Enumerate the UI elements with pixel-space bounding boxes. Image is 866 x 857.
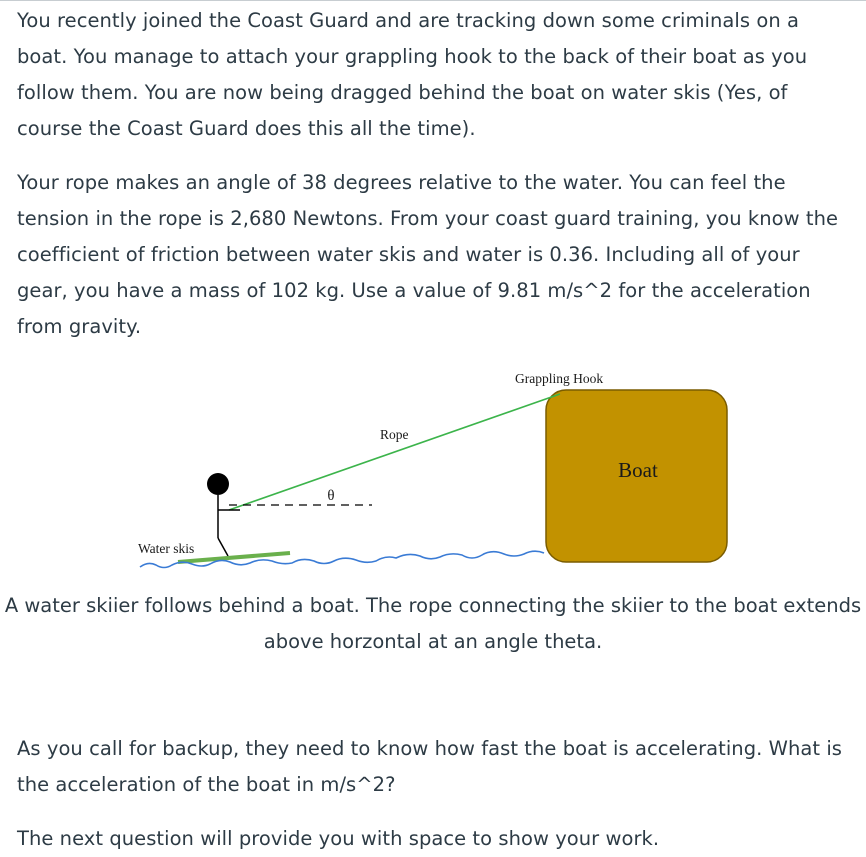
footer-note: The next question will provide you with space to show your work.: [17, 827, 660, 850]
water-skier-diagram: [0, 360, 866, 580]
skier-head: [207, 473, 229, 495]
problem-paragraph-intro: You recently joined the Coast Guard and are tracking down some criminals on a boat. You manage to attach your grappling hook to the back of their boat as you follow them. You are now being dragged behind the boat on water skis (Yes, of course the Coast Guard does this all the time).: [17, 9, 808, 140]
skier-leg: [218, 538, 228, 556]
grappling-hook-label: Grappling Hook: [515, 371, 604, 386]
rope-label: Rope: [380, 427, 409, 442]
water-skis-label: Water skis: [138, 541, 195, 556]
rope-line: [229, 394, 560, 510]
problem-paragraph-given: Your rope makes an angle of 38 degrees relative to the water. You can feel the tension in the rope is 2,680 Newtons. From your coast guard training, you know the coefficient of friction between water skis and water is 0.36. Including all of your gear, you have a mass of 102 kg. Use a value of 9.81 m/s^2 for the acceleration from gravity.: [17, 171, 839, 338]
question-text: As you call for backup, they need to know how fast the boat is accelerating. What is the acceleration of the boat in m/s^2?: [17, 737, 842, 796]
theta-label: θ: [327, 488, 335, 504]
top-border: [0, 0, 866, 1]
figure-caption: A water skiier follows behind a boat. The rope connecting the skiier to the boat extends above horzontal at an angle theta.: [4, 594, 862, 653]
boat-label: Boat: [618, 458, 658, 482]
